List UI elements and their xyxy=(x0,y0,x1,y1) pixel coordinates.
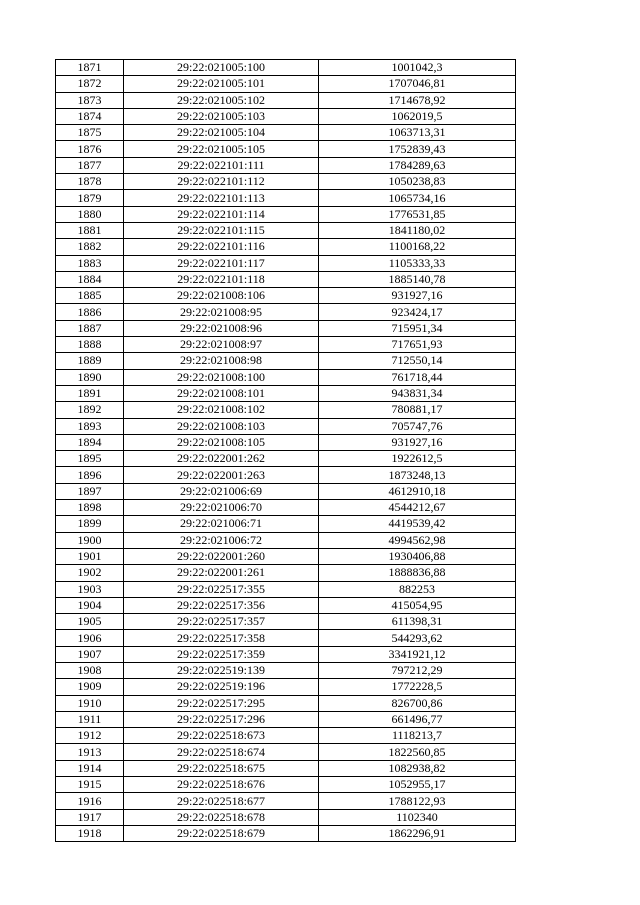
cadastral-number-cell: 29:22:022101:111 xyxy=(124,157,319,173)
cadastral-value-cell: 715951,34 xyxy=(319,320,516,336)
cadastral-number-cell: 29:22:022001:261 xyxy=(124,565,319,581)
cadastral-value-cell: 826700,86 xyxy=(319,695,516,711)
table-row xyxy=(56,255,516,271)
row-number-cell: 1882 xyxy=(56,239,124,255)
cadastral-value-cell: 705747,76 xyxy=(319,418,516,434)
row-number-cell: 1896 xyxy=(56,467,124,483)
table-row xyxy=(56,92,516,108)
table-row xyxy=(56,597,516,613)
cadastral-number-cell: 29:22:021005:100 xyxy=(124,60,319,76)
table-row xyxy=(56,630,516,646)
cadastral-value-cell: 1873248,13 xyxy=(319,467,516,483)
row-number-cell: 1875 xyxy=(56,125,124,141)
row-number-cell: 1905 xyxy=(56,614,124,630)
cadastral-number-cell: 29:22:022101:118 xyxy=(124,271,319,287)
cadastral-number-cell: 29:22:022518:673 xyxy=(124,728,319,744)
cadastral-value-cell: 1885140,78 xyxy=(319,271,516,287)
table-row xyxy=(56,760,516,776)
cadastral-number-cell: 29:22:022518:676 xyxy=(124,777,319,793)
cadastral-number-cell: 29:22:022517:357 xyxy=(124,614,319,630)
cadastral-value-cell: 1784289,63 xyxy=(319,157,516,173)
cadastral-value-cell: 1100168,22 xyxy=(319,239,516,255)
cadastral-number-cell: 29:22:022519:139 xyxy=(124,662,319,678)
cadastral-number-cell: 29:22:021005:105 xyxy=(124,141,319,157)
table-row xyxy=(56,271,516,287)
row-number-cell: 1884 xyxy=(56,271,124,287)
cadastral-value-cell: 1822560,85 xyxy=(319,744,516,760)
row-number-cell: 1900 xyxy=(56,532,124,548)
cadastral-value-cell: 4994562,98 xyxy=(319,532,516,548)
cadastral-value-cell: 882253 xyxy=(319,581,516,597)
cadastral-number-cell: 29:22:022001:263 xyxy=(124,467,319,483)
cadastral-value-cell: 1063713,31 xyxy=(319,125,516,141)
cadastral-number-cell: 29:22:021005:104 xyxy=(124,125,319,141)
row-number-cell: 1872 xyxy=(56,76,124,92)
row-number-cell: 1880 xyxy=(56,206,124,222)
cadastral-number-cell: 29:22:022101:116 xyxy=(124,239,319,255)
cadastral-number-cell: 29:22:022518:679 xyxy=(124,825,319,841)
cadastral-number-cell: 29:22:021008:95 xyxy=(124,304,319,320)
cadastral-value-cell: 923424,17 xyxy=(319,304,516,320)
cadastral-value-cell: 1062019,5 xyxy=(319,108,516,124)
row-number-cell: 1879 xyxy=(56,190,124,206)
row-number-cell: 1889 xyxy=(56,353,124,369)
row-number-cell: 1911 xyxy=(56,711,124,727)
table-row xyxy=(56,108,516,124)
row-number-cell: 1914 xyxy=(56,760,124,776)
cadastral-number-cell: 29:22:022518:678 xyxy=(124,809,319,825)
table-row xyxy=(56,500,516,516)
cadastral-value-cell: 943831,34 xyxy=(319,385,516,401)
cadastral-value-cell: 931927,16 xyxy=(319,288,516,304)
table-row xyxy=(56,532,516,548)
row-number-cell: 1899 xyxy=(56,516,124,532)
row-number-cell: 1890 xyxy=(56,369,124,385)
row-number-cell: 1881 xyxy=(56,222,124,238)
cadastral-value-cell: 1841180,02 xyxy=(319,222,516,238)
row-number-cell: 1913 xyxy=(56,744,124,760)
cadastral-number-cell: 29:22:022101:115 xyxy=(124,222,319,238)
cadastral-value-cell: 797212,29 xyxy=(319,662,516,678)
cadastral-value-cell: 1050238,83 xyxy=(319,174,516,190)
cadastral-number-cell: 29:22:021008:101 xyxy=(124,385,319,401)
table-row xyxy=(56,76,516,92)
cadastral-number-cell: 29:22:021005:103 xyxy=(124,108,319,124)
table-row xyxy=(56,565,516,581)
row-number-cell: 1903 xyxy=(56,581,124,597)
table-row xyxy=(56,157,516,173)
cadastral-number-cell: 29:22:022101:114 xyxy=(124,206,319,222)
table-row xyxy=(56,581,516,597)
table-row xyxy=(56,418,516,434)
cadastral-value-cell: 1118213,7 xyxy=(319,728,516,744)
table-row xyxy=(56,825,516,841)
cadastral-value-cell: 1772228,5 xyxy=(319,679,516,695)
row-number-cell: 1902 xyxy=(56,565,124,581)
cadastral-number-cell: 29:22:022517:359 xyxy=(124,646,319,662)
cadastral-value-cell: 1888836,88 xyxy=(319,565,516,581)
cadastral-value-cell: 1752839,43 xyxy=(319,141,516,157)
table-row xyxy=(56,206,516,222)
row-number-cell: 1886 xyxy=(56,304,124,320)
cadastral-number-cell: 29:22:022517:355 xyxy=(124,581,319,597)
row-number-cell: 1876 xyxy=(56,141,124,157)
row-number-cell: 1904 xyxy=(56,597,124,613)
table-body xyxy=(56,60,516,842)
cadastral-value-cell: 1922612,5 xyxy=(319,451,516,467)
cadastral-number-cell: 29:22:021008:98 xyxy=(124,353,319,369)
table-row xyxy=(56,125,516,141)
row-number-cell: 1907 xyxy=(56,646,124,662)
cadastral-value-cell: 661496,77 xyxy=(319,711,516,727)
table-row xyxy=(56,516,516,532)
table-row xyxy=(56,402,516,418)
table-row xyxy=(56,141,516,157)
table-row xyxy=(56,777,516,793)
cadastral-value-cell: 780881,17 xyxy=(319,402,516,418)
table-row xyxy=(56,451,516,467)
row-number-cell: 1895 xyxy=(56,451,124,467)
cadastral-number-cell: 29:22:021008:103 xyxy=(124,418,319,434)
cadastral-number-cell: 29:22:021005:101 xyxy=(124,76,319,92)
table-row xyxy=(56,483,516,499)
row-number-cell: 1891 xyxy=(56,385,124,401)
row-number-cell: 1908 xyxy=(56,662,124,678)
table-row xyxy=(56,337,516,353)
cadastral-number-cell: 29:22:022517:295 xyxy=(124,695,319,711)
cadastral-value-cell: 1707046,81 xyxy=(319,76,516,92)
cadastral-number-cell: 29:22:022518:675 xyxy=(124,760,319,776)
row-number-cell: 1883 xyxy=(56,255,124,271)
row-number-cell: 1897 xyxy=(56,483,124,499)
row-number-cell: 1893 xyxy=(56,418,124,434)
table-row xyxy=(56,548,516,564)
table-row xyxy=(56,320,516,336)
table-row xyxy=(56,222,516,238)
table-row xyxy=(56,679,516,695)
cadastral-value-cell: 544293,62 xyxy=(319,630,516,646)
cadastral-value-cell: 931927,16 xyxy=(319,434,516,450)
row-number-cell: 1887 xyxy=(56,320,124,336)
cadastral-value-cell: 3341921,12 xyxy=(319,646,516,662)
table-row xyxy=(56,646,516,662)
cadastral-number-cell: 29:22:022001:262 xyxy=(124,451,319,467)
cadastral-value-cell: 712550,14 xyxy=(319,353,516,369)
table-row xyxy=(56,60,516,76)
cadastral-value-cell: 4612910,18 xyxy=(319,483,516,499)
cadastral-value-cell: 4419539,42 xyxy=(319,516,516,532)
cadastral-value-cell: 1052955,17 xyxy=(319,777,516,793)
row-number-cell: 1901 xyxy=(56,548,124,564)
cadastral-value-cell: 4544212,67 xyxy=(319,500,516,516)
cadastral-number-cell: 29:22:022517:358 xyxy=(124,630,319,646)
cadastral-value-cell: 717651,93 xyxy=(319,337,516,353)
row-number-cell: 1906 xyxy=(56,630,124,646)
cadastral-number-cell: 29:22:021006:71 xyxy=(124,516,319,532)
cadastral-number-cell: 29:22:022517:356 xyxy=(124,597,319,613)
cadastral-value-cell: 1788122,93 xyxy=(319,793,516,809)
cadastral-number-cell: 29:22:021008:100 xyxy=(124,369,319,385)
row-number-cell: 1915 xyxy=(56,777,124,793)
table-row xyxy=(56,662,516,678)
table-row xyxy=(56,434,516,450)
row-number-cell: 1892 xyxy=(56,402,124,418)
cadastral-value-cell: 1065734,16 xyxy=(319,190,516,206)
table-row xyxy=(56,744,516,760)
cadastral-number-cell: 29:22:022101:112 xyxy=(124,174,319,190)
table-row xyxy=(56,793,516,809)
cadastral-number-cell: 29:22:021008:102 xyxy=(124,402,319,418)
cadastral-value-cell: 1105333,33 xyxy=(319,255,516,271)
table-row xyxy=(56,695,516,711)
table-row xyxy=(56,711,516,727)
cadastral-value-cell: 415054,95 xyxy=(319,597,516,613)
row-number-cell: 1871 xyxy=(56,60,124,76)
cadastral-value-cell: 1001042,3 xyxy=(319,60,516,76)
row-number-cell: 1894 xyxy=(56,434,124,450)
table-row xyxy=(56,174,516,190)
row-number-cell: 1916 xyxy=(56,793,124,809)
row-number-cell: 1909 xyxy=(56,679,124,695)
cadastral-number-cell: 29:22:022001:260 xyxy=(124,548,319,564)
row-number-cell: 1918 xyxy=(56,825,124,841)
cadastral-number-cell: 29:22:021008:105 xyxy=(124,434,319,450)
cadastral-number-cell: 29:22:022518:674 xyxy=(124,744,319,760)
row-number-cell: 1885 xyxy=(56,288,124,304)
cadastral-value-cell: 1102340 xyxy=(319,809,516,825)
cadastral-number-cell: 29:22:021008:106 xyxy=(124,288,319,304)
cadastral-number-cell: 29:22:022101:117 xyxy=(124,255,319,271)
row-number-cell: 1888 xyxy=(56,337,124,353)
cadastral-number-cell: 29:22:022101:113 xyxy=(124,190,319,206)
table-row xyxy=(56,614,516,630)
table-row xyxy=(56,728,516,744)
cadastral-value-cell: 1776531,85 xyxy=(319,206,516,222)
cadastral-number-cell: 29:22:021006:70 xyxy=(124,500,319,516)
row-number-cell: 1873 xyxy=(56,92,124,108)
table-row xyxy=(56,467,516,483)
cadastral-number-cell: 29:22:021006:69 xyxy=(124,483,319,499)
row-number-cell: 1874 xyxy=(56,108,124,124)
row-number-cell: 1912 xyxy=(56,728,124,744)
row-number-cell: 1898 xyxy=(56,500,124,516)
cadastral-number-cell: 29:22:021006:72 xyxy=(124,532,319,548)
cadastral-number-cell: 29:22:022517:296 xyxy=(124,711,319,727)
cadastral-number-cell: 29:22:021008:97 xyxy=(124,337,319,353)
table-row xyxy=(56,239,516,255)
cadastral-value-cell: 761718,44 xyxy=(319,369,516,385)
cadastral-value-cell: 1714678,92 xyxy=(319,92,516,108)
cadastral-number-cell: 29:22:021005:102 xyxy=(124,92,319,108)
row-number-cell: 1917 xyxy=(56,809,124,825)
cadastral-number-cell: 29:22:021008:96 xyxy=(124,320,319,336)
table-row xyxy=(56,304,516,320)
cadastral-number-cell: 29:22:022519:196 xyxy=(124,679,319,695)
cadastral-value-cell: 1930406,88 xyxy=(319,548,516,564)
table-row xyxy=(56,353,516,369)
row-number-cell: 1878 xyxy=(56,174,124,190)
row-number-cell: 1910 xyxy=(56,695,124,711)
row-number-cell: 1877 xyxy=(56,157,124,173)
table-row xyxy=(56,385,516,401)
table-row xyxy=(56,369,516,385)
table-row xyxy=(56,809,516,825)
cadastral-value-table xyxy=(55,59,516,842)
cadastral-value-cell: 611398,31 xyxy=(319,614,516,630)
table-row xyxy=(56,288,516,304)
cadastral-value-cell: 1862296,91 xyxy=(319,825,516,841)
cadastral-number-cell: 29:22:022518:677 xyxy=(124,793,319,809)
cadastral-value-cell: 1082938,82 xyxy=(319,760,516,776)
table-row xyxy=(56,190,516,206)
